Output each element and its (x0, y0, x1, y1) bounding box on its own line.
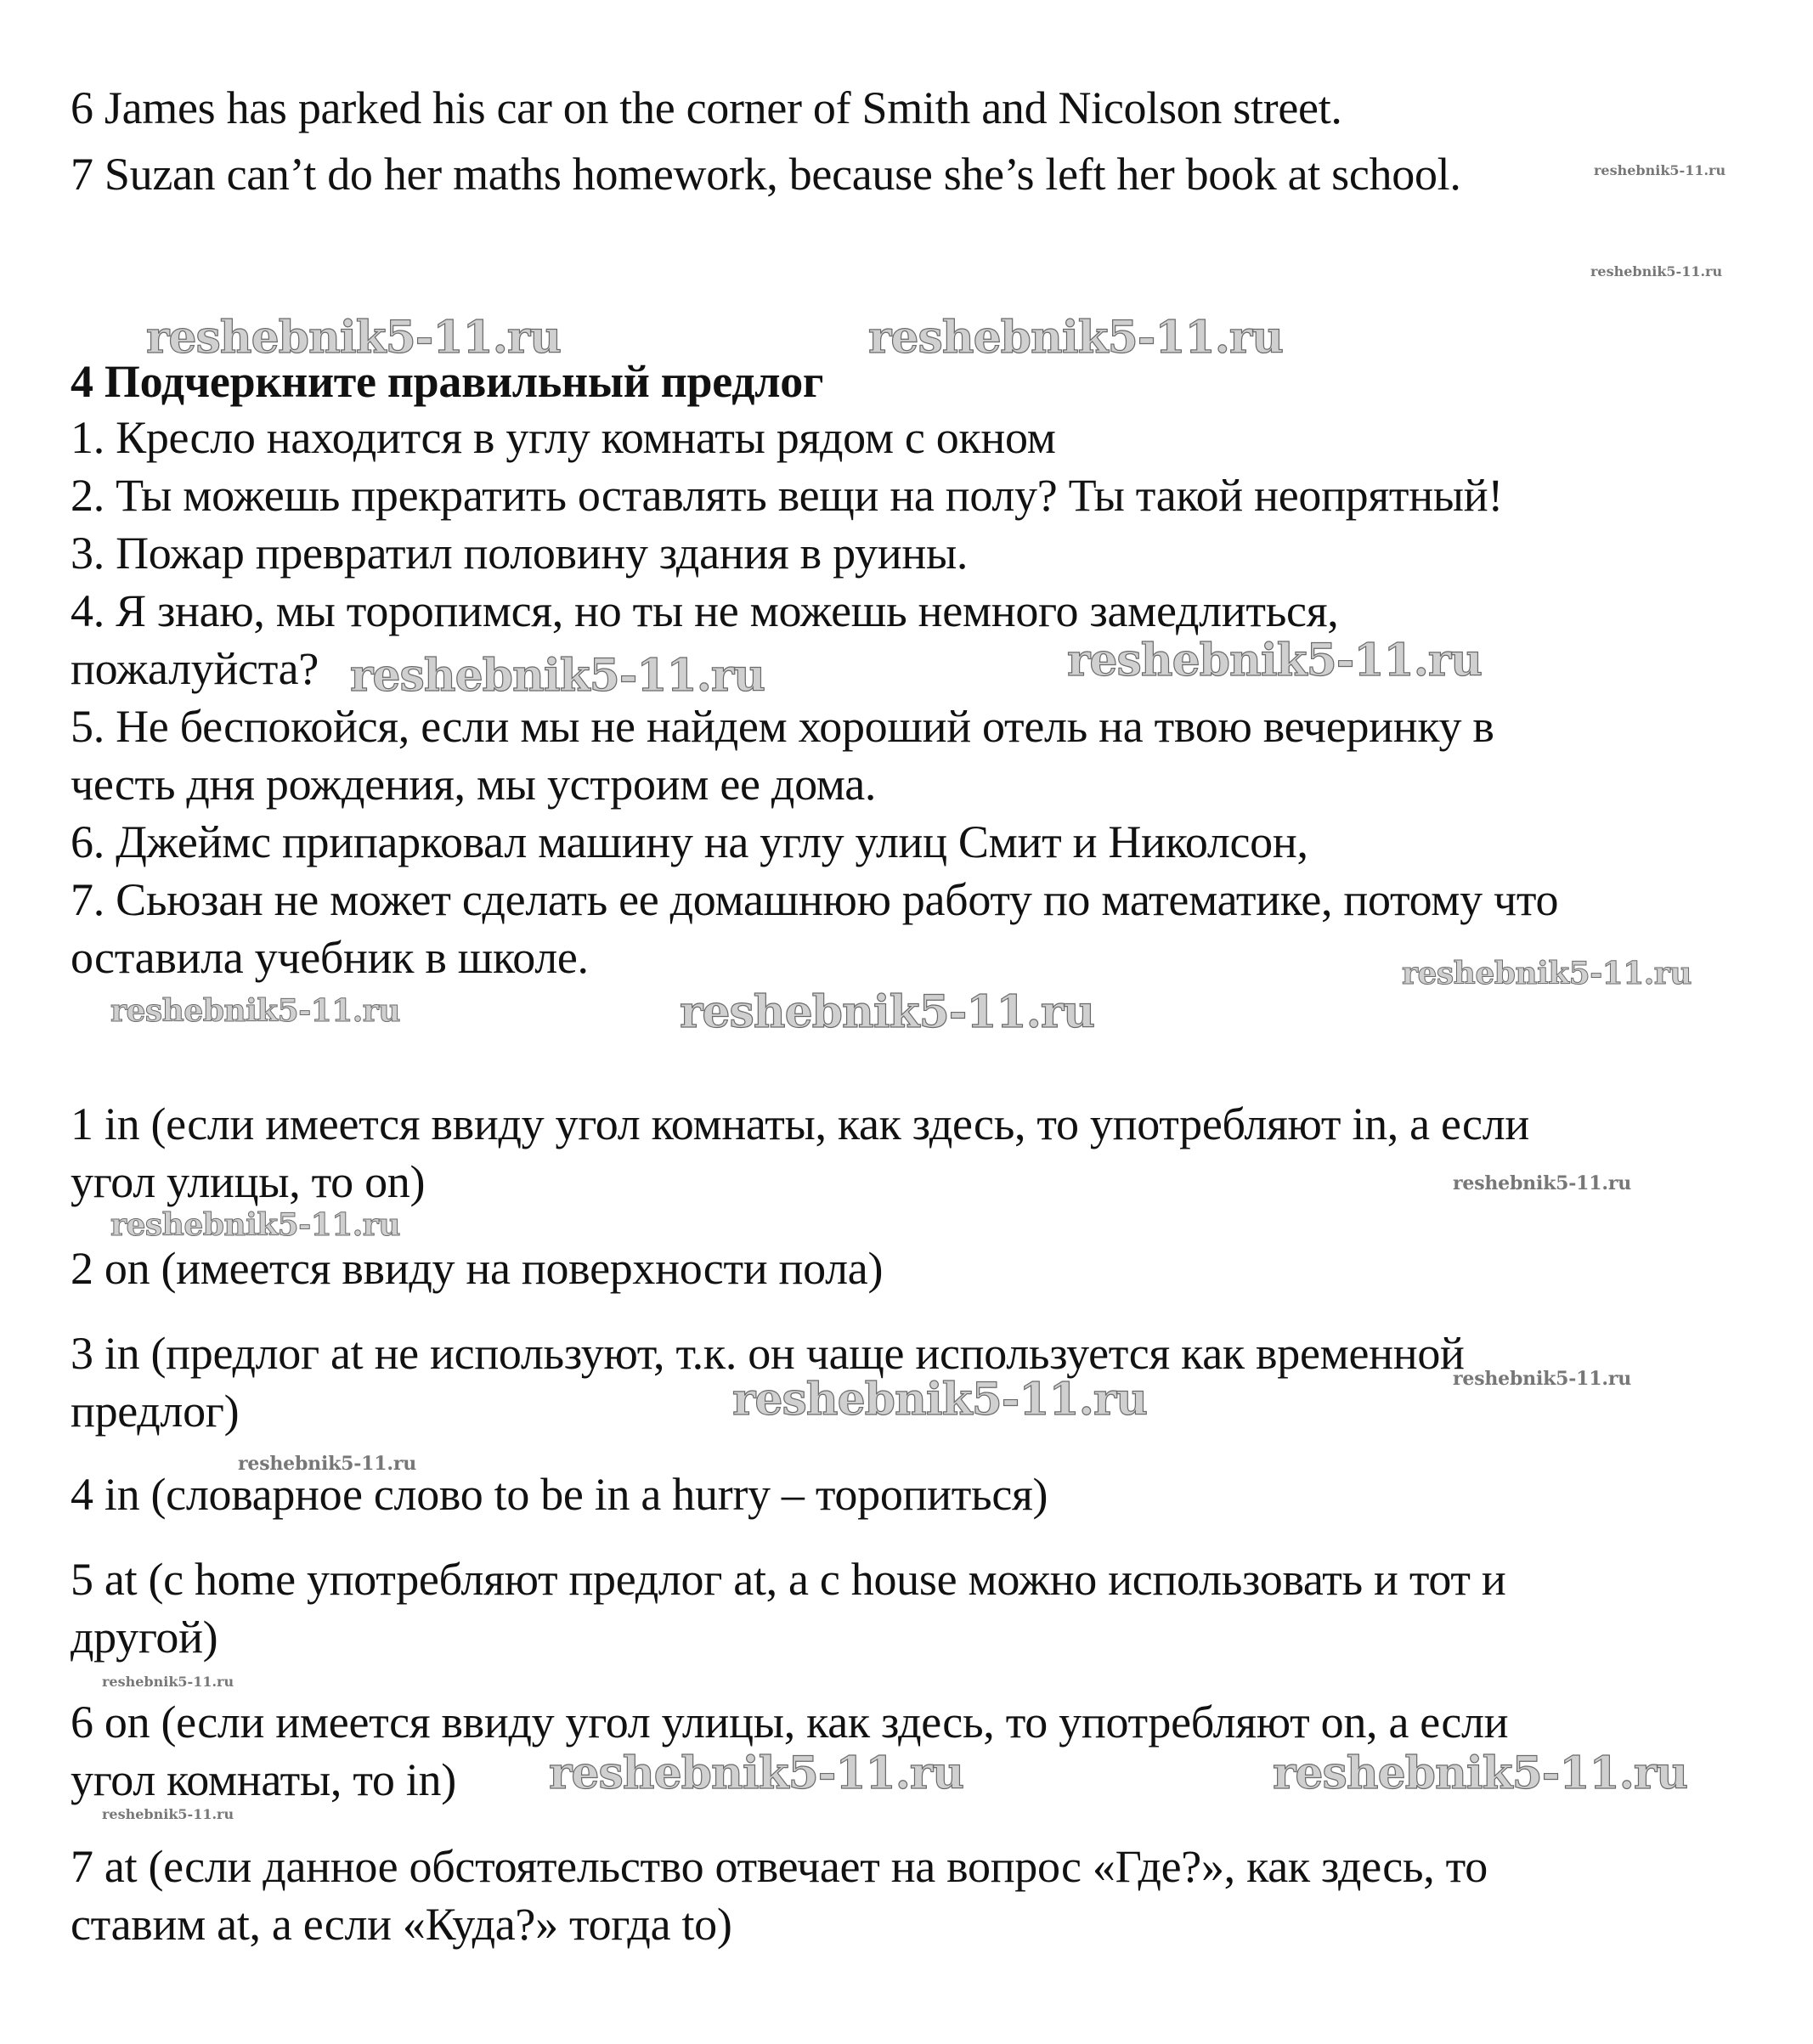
watermark: reshebnik5-11.ru (680, 986, 1095, 1038)
watermark: reshebnik5-11.ru (102, 1806, 234, 1822)
watermark: reshebnik5-11.ru (1594, 162, 1726, 178)
answer-3-line-2: предлог) (71, 1386, 240, 1437)
exercise-line-5b: честь дня рождения, мы устроим ее дома. (71, 759, 877, 810)
exercise-line-4a: 4. Я знаю, мы торопимся, но ты не можешь немного замедлиться, (71, 585, 1339, 636)
watermark: reshebnik5-11.ru (1402, 956, 1692, 991)
watermark: reshebnik5-11.ru (868, 312, 1284, 364)
watermark: reshebnik5-11.ru (1273, 1748, 1688, 1799)
exercise-line-4b: пожалуйста? (71, 643, 319, 694)
exercise-line-7b: оставила учебник в школе. (71, 932, 589, 983)
answer-1-line-1: 1 in (если имеется ввиду угол комнаты, как здесь, то употребляют in, а если (71, 1098, 1529, 1149)
answer-7-line-1: 7 at (если данное обстоятельство отвечает на вопрос «Где?», как здесь, то (71, 1841, 1488, 1892)
watermark: reshebnik5-11.ru (110, 993, 400, 1029)
exercise-line-3: 3. Пожар превратил половину здания в руины. (71, 528, 969, 579)
sentence-7-english: 7 Suzan can’t do her maths homework, because she’s left her book at school. (71, 149, 1461, 200)
exercise-line-1: 1. Кресло находится в углу комнаты рядом с окном (71, 412, 1056, 463)
watermark: reshebnik5-11.ru (732, 1374, 1148, 1426)
watermark: reshebnik5-11.ru (1453, 1368, 1632, 1390)
exercise-line-7a: 7. Сьюзан не может сделать ее домашнюю работу по математике, потому что (71, 874, 1559, 925)
answer-6-line-2: угол комнаты, то in) (71, 1754, 456, 1805)
watermark: reshebnik5-11.ru (146, 312, 562, 364)
watermark: reshebnik5-11.ru (1453, 1172, 1632, 1194)
answer-3-line-1: 3 in (предлог at не используют, т.к. он чаще используется как временной (71, 1328, 1465, 1379)
watermark: reshebnik5-11.ru (110, 1207, 400, 1243)
watermark: reshebnik5-11.ru (350, 650, 765, 702)
answer-5-line-1: 5 at (с home употребляют предлог at, а с house можно использовать и тот и (71, 1554, 1506, 1605)
answer-1-line-2: угол улицы, то on) (71, 1156, 426, 1207)
answer-2-line-1: 2 on (имеется ввиду на поверхности пола) (71, 1243, 884, 1294)
watermark: reshebnik5-11.ru (1590, 263, 1723, 279)
exercise-line-6: 6. Джеймс припарковал машину на углу улиц Смит и Николсон, (71, 816, 1308, 867)
watermark: reshebnik5-11.ru (549, 1748, 964, 1799)
exercise-heading: 4 Подчеркните правильный предлог (71, 356, 824, 407)
answer-5-line-2: другой) (71, 1612, 218, 1663)
answer-6-line-1: 6 on (если имеется ввиду угол улицы, как здесь, то употребляют on, а если (71, 1697, 1509, 1748)
watermark: reshebnik5-11.ru (1067, 635, 1483, 686)
watermark: reshebnik5-11.ru (102, 1674, 234, 1690)
watermark: reshebnik5-11.ru (238, 1453, 417, 1475)
answer-4-line-1: 4 in (словарное слово to be in a hurry – торопиться) (71, 1469, 1048, 1520)
exercise-line-5a: 5. Не беспокойся, если мы не найдем хороший отель на твою вечеринку в (71, 701, 1494, 752)
sentence-6-english: 6 James has parked his car on the corner of Smith and Nicolson street. (71, 82, 1342, 133)
exercise-line-2: 2. Ты можешь прекратить оставлять вещи на полу? Ты такой неопрятный! (71, 470, 1504, 521)
answer-7-line-2: ставим at, а если «Куда?» тогда to) (71, 1899, 732, 1950)
